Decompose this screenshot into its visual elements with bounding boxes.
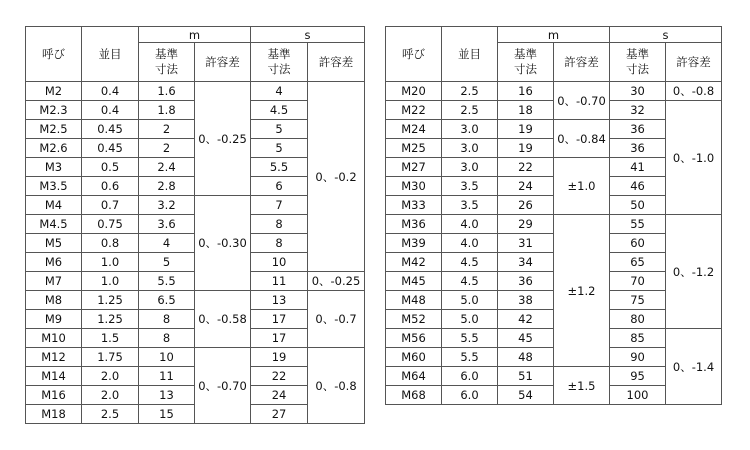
m-tolerance-cell: 0、-0.25 bbox=[195, 82, 251, 196]
nominal-size-cell: M8 bbox=[26, 291, 82, 310]
pitch-cell: 0.7 bbox=[82, 196, 139, 215]
s-tolerance-cell: 0、-0.25 bbox=[308, 272, 365, 291]
m-basic-cell: 22 bbox=[498, 158, 554, 177]
s-basic-cell: 8 bbox=[251, 215, 308, 234]
s-tolerance-cell: 0、-0.8 bbox=[308, 348, 365, 424]
s-basic-cell: 5 bbox=[251, 120, 308, 139]
m-basic-cell: 1.8 bbox=[139, 101, 195, 120]
nut-dimension-table-left bbox=[25, 26, 365, 424]
m-basic-cell: 16 bbox=[498, 82, 554, 101]
table-row bbox=[386, 82, 722, 101]
s-basic-cell: 50 bbox=[610, 196, 666, 215]
nominal-size-cell: M3.5 bbox=[26, 177, 82, 196]
nominal-size-cell: M45 bbox=[386, 272, 442, 291]
m-basic-cell: 19 bbox=[498, 120, 554, 139]
m-basic-cell: 2 bbox=[139, 139, 195, 158]
pitch-cell: 3.5 bbox=[442, 196, 498, 215]
s-basic-cell: 36 bbox=[610, 120, 666, 139]
m-basic-cell: 48 bbox=[498, 348, 554, 367]
m-basic-cell: 45 bbox=[498, 329, 554, 348]
nominal-size-cell: M4.5 bbox=[26, 215, 82, 234]
m-basic-cell: 5.5 bbox=[139, 272, 195, 291]
m-basic-cell: 2.8 bbox=[139, 177, 195, 196]
nominal-size-cell: M25 bbox=[386, 139, 442, 158]
s-tolerance-cell: 0、-1.4 bbox=[666, 329, 722, 405]
nominal-size-cell: M30 bbox=[386, 177, 442, 196]
pitch-cell: 4.0 bbox=[442, 215, 498, 234]
s-tolerance-cell: 0、-0.7 bbox=[308, 291, 365, 348]
nominal-size-cell: M7 bbox=[26, 272, 82, 291]
nominal-size-cell: M52 bbox=[386, 310, 442, 329]
s-basic-cell: 5.5 bbox=[251, 158, 308, 177]
m-tolerance-cell: ±1.2 bbox=[554, 215, 610, 367]
pitch-cell: 5.0 bbox=[442, 291, 498, 310]
m-basic-cell: 19 bbox=[498, 139, 554, 158]
s-basic-cell: 36 bbox=[610, 139, 666, 158]
nominal-size-cell: M27 bbox=[386, 158, 442, 177]
s-basic-cell: 6 bbox=[251, 177, 308, 196]
m-tolerance-cell: 0、-0.70 bbox=[554, 82, 610, 120]
pitch-cell: 0.5 bbox=[82, 158, 139, 177]
m-basic-cell: 38 bbox=[498, 291, 554, 310]
nominal-size-cell: M24 bbox=[386, 120, 442, 139]
pitch-cell: 1.0 bbox=[82, 253, 139, 272]
pitch-cell: 1.25 bbox=[82, 310, 139, 329]
nominal-size-cell: M18 bbox=[26, 405, 82, 424]
pitch-cell: 0.6 bbox=[82, 177, 139, 196]
m-basic-cell: 29 bbox=[498, 215, 554, 234]
m-tolerance-cell: ±1.0 bbox=[554, 158, 610, 215]
s-basic-cell: 95 bbox=[610, 367, 666, 386]
s-basic-cell: 85 bbox=[610, 329, 666, 348]
m-basic-cell: 1.6 bbox=[139, 82, 195, 101]
m-tolerance-cell: 0、-0.58 bbox=[195, 291, 251, 348]
s-basic-cell: 46 bbox=[610, 177, 666, 196]
pitch-cell: 4.5 bbox=[442, 253, 498, 272]
table-row bbox=[26, 348, 365, 367]
m-basic-cell: 5 bbox=[139, 253, 195, 272]
s-basic-cell: 7 bbox=[251, 196, 308, 215]
s-basic-cell: 13 bbox=[251, 291, 308, 310]
pitch-cell: 0.8 bbox=[82, 234, 139, 253]
nominal-size-cell: M4 bbox=[26, 196, 82, 215]
nominal-size-cell: M36 bbox=[386, 215, 442, 234]
m-basic-cell: 6.5 bbox=[139, 291, 195, 310]
s-basic-cell: 19 bbox=[251, 348, 308, 367]
header-s-basic: 基準 寸法 bbox=[251, 43, 308, 82]
header-m-basic: 基準 寸法 bbox=[139, 43, 195, 82]
nominal-size-cell: M14 bbox=[26, 367, 82, 386]
header-nominal: 呼び bbox=[386, 27, 442, 82]
m-basic-cell: 8 bbox=[139, 329, 195, 348]
header-s-tolerance: 許容差 bbox=[666, 43, 722, 82]
pitch-cell: 0.45 bbox=[82, 139, 139, 158]
m-tolerance-cell: 0、-0.70 bbox=[195, 348, 251, 424]
header-nominal: 呼び bbox=[26, 27, 82, 82]
s-tolerance-cell: 0、-0.8 bbox=[666, 82, 722, 101]
header-m: m bbox=[498, 27, 610, 43]
nominal-size-cell: M6 bbox=[26, 253, 82, 272]
pitch-cell: 1.25 bbox=[82, 291, 139, 310]
pitch-cell: 3.0 bbox=[442, 120, 498, 139]
s-basic-cell: 17 bbox=[251, 310, 308, 329]
s-basic-cell: 4 bbox=[251, 82, 308, 101]
header-pitch: 並目 bbox=[442, 27, 498, 82]
s-basic-cell: 5 bbox=[251, 139, 308, 158]
s-basic-cell: 41 bbox=[610, 158, 666, 177]
header-m-tolerance: 許容差 bbox=[554, 43, 610, 82]
header-m-basic: 基準 寸法 bbox=[498, 43, 554, 82]
s-basic-cell: 22 bbox=[251, 367, 308, 386]
pitch-cell: 1.75 bbox=[82, 348, 139, 367]
nominal-size-cell: M22 bbox=[386, 101, 442, 120]
nominal-size-cell: M2.6 bbox=[26, 139, 82, 158]
pitch-cell: 2.0 bbox=[82, 367, 139, 386]
nominal-size-cell: M10 bbox=[26, 329, 82, 348]
s-basic-cell: 80 bbox=[610, 310, 666, 329]
s-basic-cell: 32 bbox=[610, 101, 666, 120]
table-row bbox=[386, 215, 722, 234]
s-basic-cell: 4.5 bbox=[251, 101, 308, 120]
m-basic-cell: 34 bbox=[498, 253, 554, 272]
pitch-cell: 2.5 bbox=[442, 82, 498, 101]
m-basic-cell: 10 bbox=[139, 348, 195, 367]
s-basic-cell: 27 bbox=[251, 405, 308, 424]
m-basic-cell: 31 bbox=[498, 234, 554, 253]
m-basic-cell: 24 bbox=[498, 177, 554, 196]
nominal-size-cell: M2 bbox=[26, 82, 82, 101]
m-basic-cell: 42 bbox=[498, 310, 554, 329]
nominal-size-cell: M42 bbox=[386, 253, 442, 272]
m-basic-cell: 26 bbox=[498, 196, 554, 215]
nominal-size-cell: M3 bbox=[26, 158, 82, 177]
s-basic-cell: 10 bbox=[251, 253, 308, 272]
header-m: m bbox=[139, 27, 251, 43]
m-basic-cell: 8 bbox=[139, 310, 195, 329]
nominal-size-cell: M2.3 bbox=[26, 101, 82, 120]
pitch-cell: 1.5 bbox=[82, 329, 139, 348]
pitch-cell: 6.0 bbox=[442, 386, 498, 405]
m-basic-cell: 11 bbox=[139, 367, 195, 386]
pitch-cell: 2.0 bbox=[82, 386, 139, 405]
m-basic-cell: 2 bbox=[139, 120, 195, 139]
table-row bbox=[26, 291, 365, 310]
header-m-tolerance: 許容差 bbox=[195, 43, 251, 82]
nominal-size-cell: M48 bbox=[386, 291, 442, 310]
pitch-cell: 3.0 bbox=[442, 158, 498, 177]
header-pitch: 並目 bbox=[82, 27, 139, 82]
table-row bbox=[26, 82, 365, 101]
nominal-size-cell: M33 bbox=[386, 196, 442, 215]
m-tolerance-cell: ±1.5 bbox=[554, 367, 610, 405]
pitch-cell: 0.75 bbox=[82, 215, 139, 234]
nominal-size-cell: M16 bbox=[26, 386, 82, 405]
s-basic-cell: 60 bbox=[610, 234, 666, 253]
nominal-size-cell: M68 bbox=[386, 386, 442, 405]
s-basic-cell: 70 bbox=[610, 272, 666, 291]
header-s: s bbox=[610, 27, 722, 43]
s-basic-cell: 11 bbox=[251, 272, 308, 291]
header-s: s bbox=[251, 27, 365, 43]
pitch-cell: 1.0 bbox=[82, 272, 139, 291]
m-basic-cell: 4 bbox=[139, 234, 195, 253]
nominal-size-cell: M64 bbox=[386, 367, 442, 386]
m-basic-cell: 51 bbox=[498, 367, 554, 386]
s-basic-cell: 17 bbox=[251, 329, 308, 348]
nominal-size-cell: M56 bbox=[386, 329, 442, 348]
pitch-cell: 3.0 bbox=[442, 139, 498, 158]
m-basic-cell: 54 bbox=[498, 386, 554, 405]
nominal-size-cell: M12 bbox=[26, 348, 82, 367]
pitch-cell: 2.5 bbox=[442, 101, 498, 120]
s-basic-cell: 30 bbox=[610, 82, 666, 101]
m-basic-cell: 2.4 bbox=[139, 158, 195, 177]
s-basic-cell: 8 bbox=[251, 234, 308, 253]
nominal-size-cell: M60 bbox=[386, 348, 442, 367]
s-basic-cell: 65 bbox=[610, 253, 666, 272]
pitch-cell: 5.0 bbox=[442, 310, 498, 329]
m-basic-cell: 3.2 bbox=[139, 196, 195, 215]
pitch-cell: 4.5 bbox=[442, 272, 498, 291]
s-basic-cell: 24 bbox=[251, 386, 308, 405]
m-basic-cell: 36 bbox=[498, 272, 554, 291]
pitch-cell: 5.5 bbox=[442, 348, 498, 367]
m-tolerance-cell: 0、-0.84 bbox=[554, 120, 610, 158]
nominal-size-cell: M2.5 bbox=[26, 120, 82, 139]
pitch-cell: 0.4 bbox=[82, 82, 139, 101]
s-basic-cell: 75 bbox=[610, 291, 666, 310]
nominal-size-cell: M5 bbox=[26, 234, 82, 253]
pitch-cell: 4.0 bbox=[442, 234, 498, 253]
m-tolerance-cell: 0、-0.30 bbox=[195, 196, 251, 291]
pitch-cell: 3.5 bbox=[442, 177, 498, 196]
m-basic-cell: 3.6 bbox=[139, 215, 195, 234]
pitch-cell: 0.4 bbox=[82, 101, 139, 120]
s-tolerance-cell: 0、-1.2 bbox=[666, 215, 722, 329]
s-basic-cell: 55 bbox=[610, 215, 666, 234]
pitch-cell: 6.0 bbox=[442, 367, 498, 386]
nominal-size-cell: M39 bbox=[386, 234, 442, 253]
s-tolerance-cell: 0、-0.2 bbox=[308, 82, 365, 272]
nominal-size-cell: M9 bbox=[26, 310, 82, 329]
nut-dimension-table-right bbox=[385, 26, 722, 405]
m-basic-cell: 13 bbox=[139, 386, 195, 405]
s-tolerance-cell: 0、-1.0 bbox=[666, 101, 722, 215]
header-s-basic: 基準 寸法 bbox=[610, 43, 666, 82]
pitch-cell: 2.5 bbox=[82, 405, 139, 424]
s-basic-cell: 100 bbox=[610, 386, 666, 405]
header-s-tolerance: 許容差 bbox=[308, 43, 365, 82]
m-basic-cell: 15 bbox=[139, 405, 195, 424]
pitch-cell: 5.5 bbox=[442, 329, 498, 348]
m-basic-cell: 18 bbox=[498, 101, 554, 120]
s-basic-cell: 90 bbox=[610, 348, 666, 367]
nominal-size-cell: M20 bbox=[386, 82, 442, 101]
pitch-cell: 0.45 bbox=[82, 120, 139, 139]
